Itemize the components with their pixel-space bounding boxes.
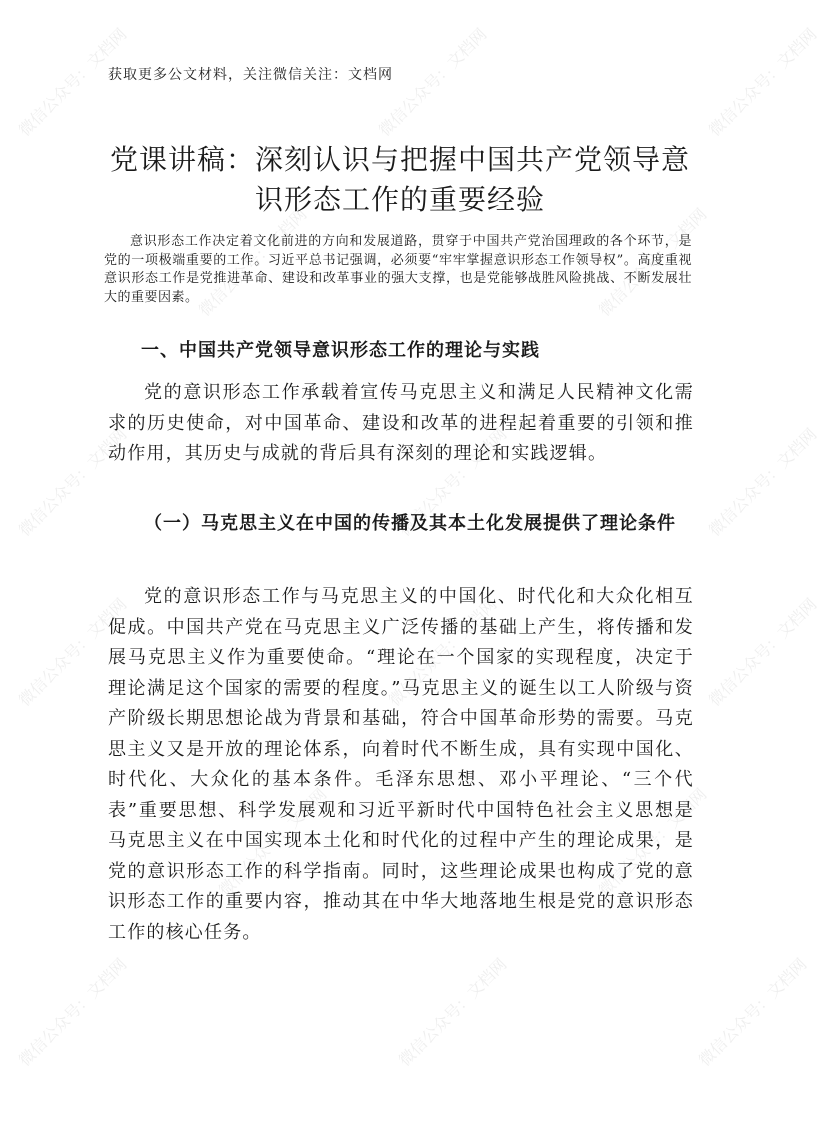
abstract-paragraph: 意识形态工作决定着文化前进的方向和发展道路，贯穿于中国共产党治国理政的各个环节，是党的一项极端重要的工作。习近平总书记强调，必须要“牢牢掌握意识形态工作领导权”。高度重视意识形态工作是党推进革命、建设和改革事业的强大支撑，也是党能够战胜风险挑战、不断发展壮大的重要因素。 <box>104 234 692 305</box>
watermark: 微信公众号：文档网 <box>375 24 491 140</box>
watermark: 微信公众号：文档网 <box>595 784 711 900</box>
watermark: 微信公众号：文档网 <box>705 24 821 140</box>
header-note: 获取更多公文材料，关注微信关注：文档网 <box>108 67 393 83</box>
section-heading: 一、中国共产党领导意识形态工作的理论与实践 <box>141 340 540 361</box>
watermark: 微信公众号：文档网 <box>15 594 131 710</box>
watermark: 微信公众号：文档网 <box>385 594 501 710</box>
body-paragraph: 党的意识形态工作与马克思主义的中国化、时代化和大众化相互促成。中国共产党在马克思主义广泛传播的基础上产生，将传播和发展马克思主义作为重要使命。“理论在一个国家的实现程度，决定于理论满足这个国家的需要的程度。”马克思主义的诞生以工人阶级与资产阶级长期思想论战为背景和基础，符合中国革命形势的需要。马克思主义又是开放的理论体系，向着时代不断生成，具有实现中国化、时代化、大众化的基本条件。毛泽东思想、邓小平理论、“三个代表”重要思想、科学发展观和习近平新时代中国特色社会主义思想是马克思主义在中国实现本土化和时代化的过程中产生的理论成果，是党的意识形态工作的科学指南。同时，这些理论成果也构成了党的意识形态工作的重要内容，推动其在中华大地落地生根是党的意识形态工作的核心任务。 <box>108 586 694 943</box>
watermark: 微信公众号：文档网 <box>15 424 131 540</box>
watermark: 微信公众号：文档网 <box>195 204 311 320</box>
watermark: 微信公众号：文档网 <box>395 424 511 540</box>
watermark: 微信公众号：文档网 <box>395 954 511 1070</box>
body-paragraph: 党的意识形态工作承载着宣传马克思主义和满足人民精神文化需求的历史使命，对中国革命、建设和改革的进程起着重要的引领和推动作用，其历史与成就的背后具有深刻的理论和实践逻辑。 <box>108 382 694 464</box>
watermark: 微信公众号：文档网 <box>705 424 821 540</box>
document-title: 党课讲稿：深刻认识与把握中国共产党领导意识形态工作的重要经验 <box>109 143 690 216</box>
watermark: 微信公众号：文档网 <box>15 954 131 1070</box>
watermark: 微信公众号：文档网 <box>595 204 711 320</box>
watermark: 微信公众号：文档网 <box>15 24 131 140</box>
watermark: 微信公众号：文档网 <box>695 954 811 1070</box>
watermark: 微信公众号：文档网 <box>705 594 821 710</box>
subsection-heading: （一）马克思主义在中国的传播及其本土化发展提供了理论条件 <box>144 513 676 534</box>
watermark: 微信公众号：文档网 <box>215 784 331 900</box>
